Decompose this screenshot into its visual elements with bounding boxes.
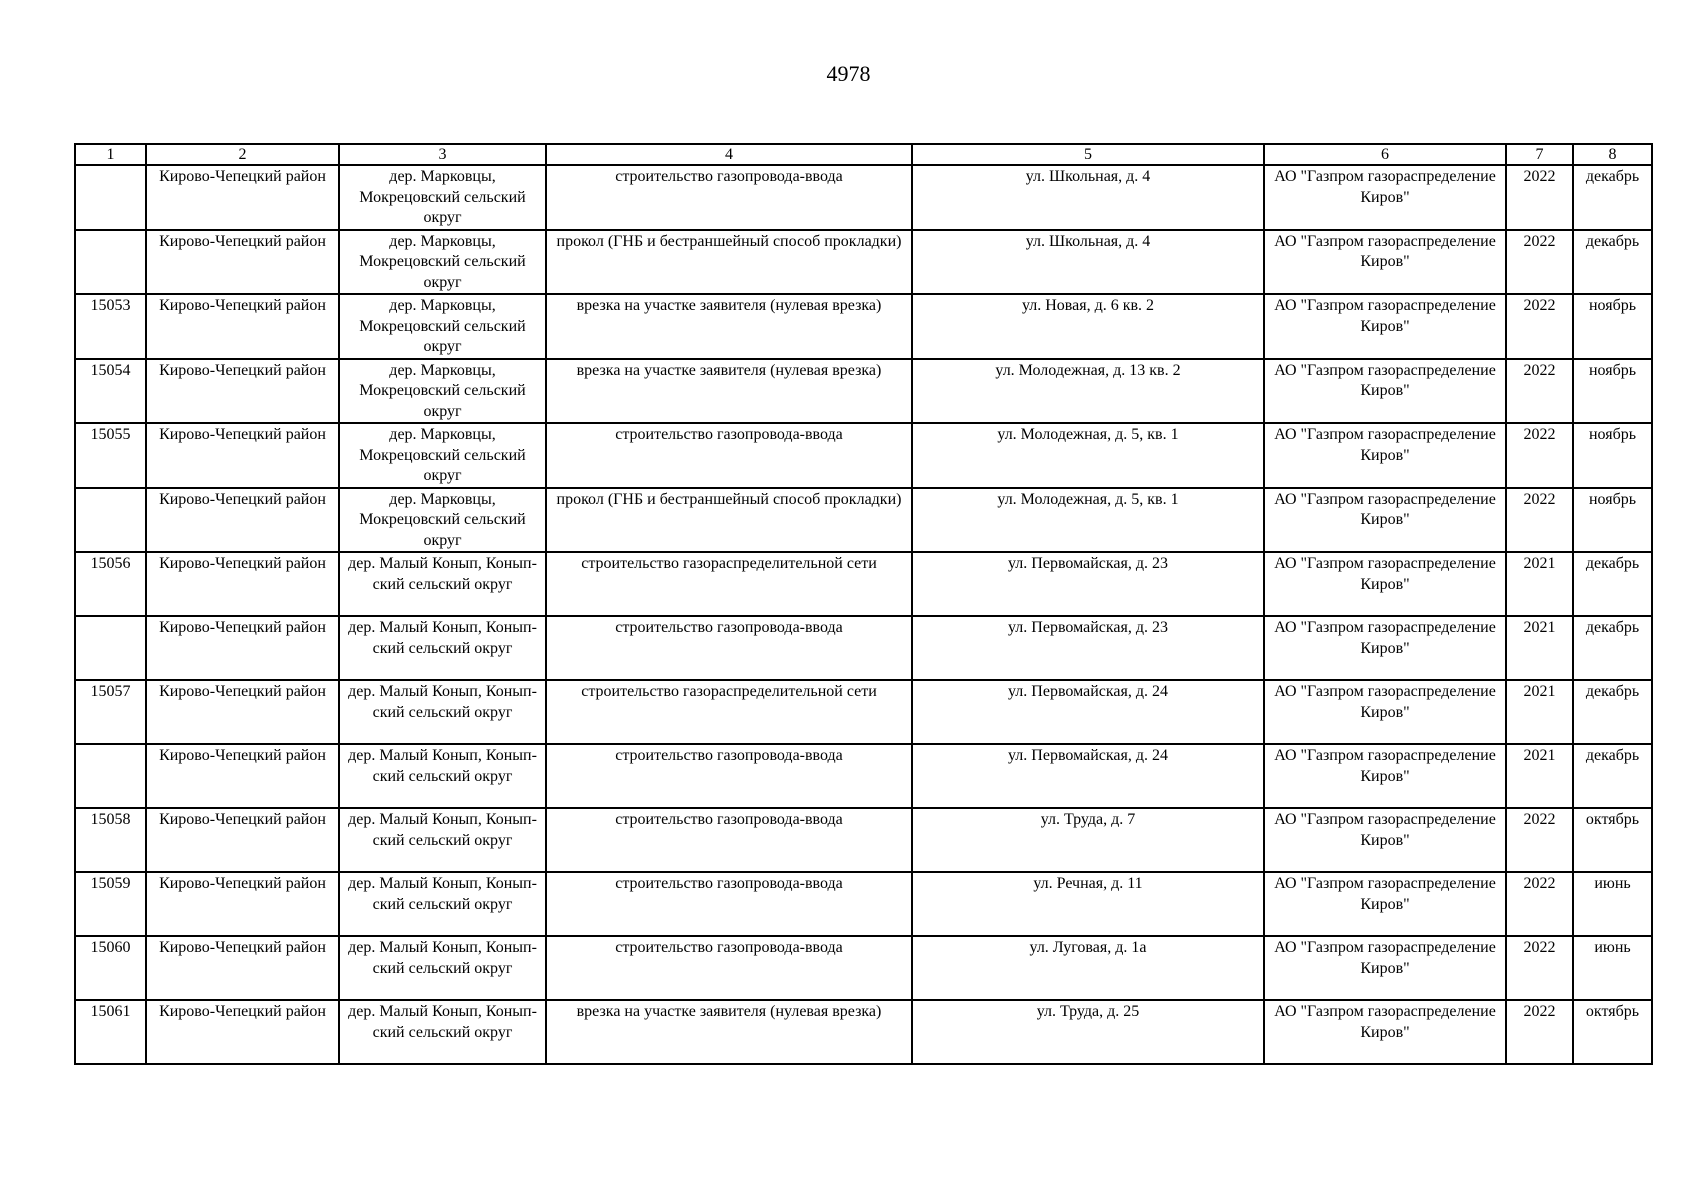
- column-header: 6: [1264, 144, 1506, 165]
- table-row: [75, 808, 1652, 872]
- column-header: 2: [146, 144, 339, 165]
- year-cell: 2021: [1506, 744, 1573, 808]
- address-cell: ул. Первомайская, д. 23: [912, 552, 1264, 616]
- work-type-cell: строительство газораспределительной сети: [546, 680, 912, 744]
- month-cell: ноябрь: [1573, 423, 1652, 488]
- address-cell: ул. Труда, д. 7: [912, 808, 1264, 872]
- month-cell: ноябрь: [1573, 359, 1652, 424]
- settlement-cell: дер. Марковцы, Мокрецовский сельский округ: [339, 230, 546, 295]
- month-cell: июнь: [1573, 872, 1652, 936]
- address-cell: ул. Молодежная, д. 13 кв. 2: [912, 359, 1264, 424]
- month-cell: октябрь: [1573, 808, 1652, 872]
- work-type-cell: врезка на участке заявителя (нулевая врезка): [546, 1000, 912, 1064]
- year-cell: 2022: [1506, 165, 1573, 230]
- address-cell: ул. Молодежная, д. 5, кв. 1: [912, 488, 1264, 553]
- district-cell: Кирово-Чепецкий район: [146, 936, 339, 1000]
- district-cell: Кирово-Чепецкий район: [146, 423, 339, 488]
- organization-cell: АО "Газпром газораспределение Киров": [1264, 230, 1506, 295]
- district-cell: Кирово-Чепецкий район: [146, 230, 339, 295]
- organization-cell: АО "Газпром газораспределение Киров": [1264, 616, 1506, 680]
- organization-cell: АО "Газпром газораспределение Киров": [1264, 680, 1506, 744]
- district-cell: Кирово-Чепецкий район: [146, 808, 339, 872]
- settlement-cell: дер. Марковцы, Мокрецовский сельский округ: [339, 359, 546, 424]
- work-type-cell: врезка на участке заявителя (нулевая врезка): [546, 294, 912, 359]
- row-number: 15055: [75, 423, 146, 488]
- address-cell: ул. Школьная, д. 4: [912, 165, 1264, 230]
- organization-cell: АО "Газпром газораспределение Киров": [1264, 552, 1506, 616]
- settlement-cell: дер. Марковцы, Мокрецовский сельский округ: [339, 165, 546, 230]
- work-type-cell: строительство газопровода-ввода: [546, 165, 912, 230]
- year-cell: 2021: [1506, 680, 1573, 744]
- row-number: [75, 744, 146, 808]
- table-row: [75, 744, 1652, 808]
- month-cell: декабрь: [1573, 230, 1652, 295]
- year-cell: 2022: [1506, 936, 1573, 1000]
- organization-cell: АО "Газпром газораспределение Киров": [1264, 165, 1506, 230]
- row-number: 15058: [75, 808, 146, 872]
- settlement-cell: дер. Малый Конып, Коныпский сельский округ: [339, 1000, 546, 1064]
- address-cell: ул. Первомайская, д. 24: [912, 680, 1264, 744]
- organization-cell: АО "Газпром газораспределение Киров": [1264, 488, 1506, 553]
- row-number: [75, 230, 146, 295]
- settlement-cell: дер. Малый Конып, Коныпский сельский округ: [339, 552, 546, 616]
- row-number: 15054: [75, 359, 146, 424]
- address-cell: ул. Первомайская, д. 23: [912, 616, 1264, 680]
- address-cell: ул. Новая, д. 6 кв. 2: [912, 294, 1264, 359]
- month-cell: декабрь: [1573, 744, 1652, 808]
- gasification-table: [74, 143, 1653, 1065]
- column-header: 5: [912, 144, 1264, 165]
- year-cell: 2022: [1506, 488, 1573, 553]
- address-cell: ул. Молодежная, д. 5, кв. 1: [912, 423, 1264, 488]
- row-number: 15059: [75, 872, 146, 936]
- year-cell: 2021: [1506, 616, 1573, 680]
- year-cell: 2022: [1506, 872, 1573, 936]
- table-row: [75, 872, 1652, 936]
- district-cell: Кирово-Чепецкий район: [146, 488, 339, 553]
- work-type-cell: строительство газопровода-ввода: [546, 616, 912, 680]
- address-cell: ул. Первомайская, д. 24: [912, 744, 1264, 808]
- year-cell: 2022: [1506, 1000, 1573, 1064]
- month-cell: декабрь: [1573, 616, 1652, 680]
- district-cell: Кирово-Чепецкий район: [146, 165, 339, 230]
- row-number: 15053: [75, 294, 146, 359]
- organization-cell: АО "Газпром газораспределение Киров": [1264, 359, 1506, 424]
- work-type-cell: строительство газопровода-ввода: [546, 936, 912, 1000]
- organization-cell: АО "Газпром газораспределение Киров": [1264, 936, 1506, 1000]
- work-type-cell: строительство газопровода-ввода: [546, 423, 912, 488]
- work-type-cell: врезка на участке заявителя (нулевая врезка): [546, 359, 912, 424]
- column-header: 3: [339, 144, 546, 165]
- column-header: 7: [1506, 144, 1573, 165]
- settlement-cell: дер. Малый Конып, Коныпский сельский округ: [339, 872, 546, 936]
- table-header: [75, 144, 1652, 165]
- organization-cell: АО "Газпром газораспределение Киров": [1264, 423, 1506, 488]
- organization-cell: АО "Газпром газораспределение Киров": [1264, 808, 1506, 872]
- table-row: [75, 936, 1652, 1000]
- row-number: [75, 165, 146, 230]
- settlement-cell: дер. Малый Конып, Коныпский сельский округ: [339, 808, 546, 872]
- month-cell: июнь: [1573, 936, 1652, 1000]
- column-header: 8: [1573, 144, 1652, 165]
- district-cell: Кирово-Чепецкий район: [146, 744, 339, 808]
- settlement-cell: дер. Марковцы, Мокрецовский сельский округ: [339, 488, 546, 553]
- month-cell: декабрь: [1573, 680, 1652, 744]
- work-type-cell: прокол (ГНБ и бестраншейный способ прокладки): [546, 488, 912, 553]
- row-number: 15060: [75, 936, 146, 1000]
- work-type-cell: прокол (ГНБ и бестраншейный способ прокладки): [546, 230, 912, 295]
- page-number: 4978: [826, 61, 871, 86]
- column-numbers-row: [75, 144, 1652, 165]
- settlement-cell: дер. Марковцы, Мокрецовский сельский округ: [339, 294, 546, 359]
- district-cell: Кирово-Чепецкий район: [146, 359, 339, 424]
- table-row: [75, 488, 1652, 553]
- table-row: [75, 230, 1652, 295]
- organization-cell: АО "Газпром газораспределение Киров": [1264, 872, 1506, 936]
- settlement-cell: дер. Малый Конып, Коныпский сельский округ: [339, 680, 546, 744]
- year-cell: 2022: [1506, 808, 1573, 872]
- column-header: 4: [546, 144, 912, 165]
- row-number: 15057: [75, 680, 146, 744]
- table-row: [75, 359, 1652, 424]
- address-cell: ул. Луговая, д. 1а: [912, 936, 1264, 1000]
- table-row: [75, 165, 1652, 230]
- organization-cell: АО "Газпром газораспределение Киров": [1264, 294, 1506, 359]
- month-cell: декабрь: [1573, 552, 1652, 616]
- table-row: [75, 294, 1652, 359]
- table-row: [75, 680, 1652, 744]
- table-row: [75, 1000, 1652, 1064]
- district-cell: Кирово-Чепецкий район: [146, 552, 339, 616]
- settlement-cell: дер. Малый Конып, Коныпский сельский округ: [339, 936, 546, 1000]
- district-cell: Кирово-Чепецкий район: [146, 872, 339, 936]
- row-number: [75, 488, 146, 553]
- organization-cell: АО "Газпром газораспределение Киров": [1264, 744, 1506, 808]
- month-cell: октябрь: [1573, 1000, 1652, 1064]
- row-number: 15061: [75, 1000, 146, 1064]
- table-body: [75, 165, 1652, 1064]
- work-type-cell: строительство газопровода-ввода: [546, 872, 912, 936]
- month-cell: ноябрь: [1573, 488, 1652, 553]
- year-cell: 2022: [1506, 423, 1573, 488]
- settlement-cell: дер. Марковцы, Мокрецовский сельский округ: [339, 423, 546, 488]
- row-number: [75, 616, 146, 680]
- year-cell: 2021: [1506, 552, 1573, 616]
- work-type-cell: строительство газораспределительной сети: [546, 552, 912, 616]
- month-cell: ноябрь: [1573, 294, 1652, 359]
- table-row: [75, 616, 1652, 680]
- address-cell: ул. Школьная, д. 4: [912, 230, 1264, 295]
- month-cell: декабрь: [1573, 165, 1652, 230]
- settlement-cell: дер. Малый Конып, Коныпский сельский округ: [339, 616, 546, 680]
- year-cell: 2022: [1506, 359, 1573, 424]
- table-row: [75, 552, 1652, 616]
- district-cell: Кирово-Чепецкий район: [146, 680, 339, 744]
- year-cell: 2022: [1506, 230, 1573, 295]
- organization-cell: АО "Газпром газораспределение Киров": [1264, 1000, 1506, 1064]
- settlement-cell: дер. Малый Конып, Коныпский сельский округ: [339, 744, 546, 808]
- column-header: 1: [75, 144, 146, 165]
- address-cell: ул. Труда, д. 25: [912, 1000, 1264, 1064]
- address-cell: ул. Речная, д. 11: [912, 872, 1264, 936]
- district-cell: Кирово-Чепецкий район: [146, 1000, 339, 1064]
- year-cell: 2022: [1506, 294, 1573, 359]
- work-type-cell: строительство газопровода-ввода: [546, 744, 912, 808]
- district-cell: Кирово-Чепецкий район: [146, 616, 339, 680]
- row-number: 15056: [75, 552, 146, 616]
- table-row: [75, 423, 1652, 488]
- district-cell: Кирово-Чепецкий район: [146, 294, 339, 359]
- work-type-cell: строительство газопровода-ввода: [546, 808, 912, 872]
